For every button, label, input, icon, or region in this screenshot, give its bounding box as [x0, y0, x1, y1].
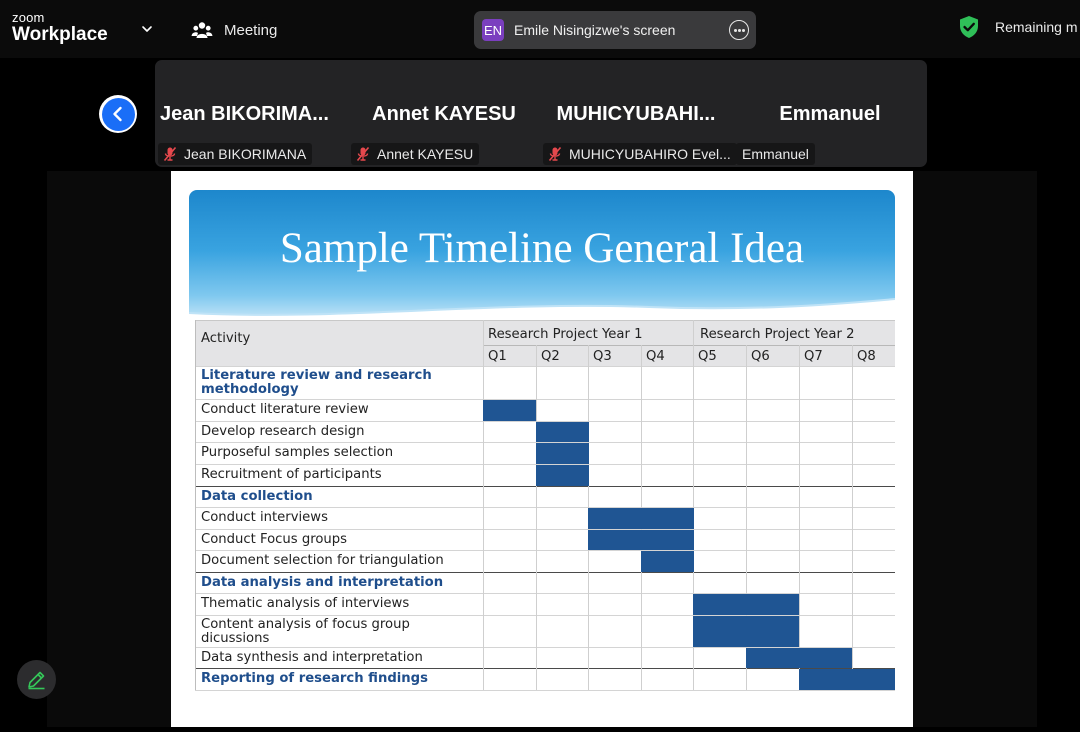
gantt-activity-label: Conduct literature review: [201, 402, 369, 417]
gantt-row-line: [195, 690, 895, 691]
screen-share-indicator[interactable]: [474, 11, 756, 49]
gantt-activity-label: Conduct interviews: [201, 510, 328, 525]
gantt-section-label: Literature review and research methodology: [201, 368, 432, 397]
gantt-row-line: [195, 486, 895, 487]
gantt-activity-header: Activity: [201, 331, 251, 346]
gantt-bar: [588, 508, 641, 529]
meeting-button[interactable]: [191, 18, 277, 42]
gantt-quarter-header: Q4: [646, 349, 665, 364]
participant-display-name: MUHICYUBAHI...: [556, 103, 716, 125]
gantt-bar: [746, 616, 799, 647]
mic-muted-icon: [547, 146, 563, 162]
gantt-col-line: [799, 345, 800, 690]
brand-zoom-text: zoom: [12, 10, 45, 25]
gantt-section-label: Data analysis and interpretation: [201, 574, 444, 590]
participant-tag-name: Annet KAYESU: [377, 146, 474, 162]
gantt-bar: [483, 400, 536, 421]
participant-tile[interactable]: [155, 60, 347, 167]
gantt-bar: [641, 551, 694, 572]
gantt-bar: [536, 422, 589, 442]
gantt-activity-label: Thematic analysis of interviews: [201, 596, 410, 611]
gantt-activity-label: Document selection for triangulation: [201, 553, 444, 568]
participant-tile[interactable]: [735, 60, 925, 167]
gantt-bar: [536, 443, 589, 464]
slide-header: [189, 190, 895, 325]
mic-muted-icon: [162, 146, 178, 162]
gantt-bar: [536, 465, 589, 486]
gantt-year-header: Research Project Year 2: [700, 327, 855, 342]
top-bar: [0, 0, 1080, 58]
gantt-activity-label: Content analysis of focus group dicussions: [201, 617, 410, 646]
participant-display-name: Jean BIKORIMA...: [160, 103, 329, 125]
chevron-down-icon[interactable]: [140, 22, 154, 36]
presenter-avatar: EN: [482, 19, 504, 41]
participants-icon: [191, 19, 213, 41]
gantt-bar: [641, 508, 694, 529]
remaining-indicator[interactable]: [958, 15, 1077, 39]
gantt-row-line: [195, 529, 895, 530]
shield-check-icon: [958, 15, 980, 39]
gantt-quarter-header: Q5: [698, 349, 717, 364]
gantt-row-line: [195, 572, 895, 573]
gantt-col-line: [483, 320, 484, 690]
gantt-bar: [693, 616, 746, 647]
zoom-logo: [12, 11, 108, 44]
gantt-activity-label: Recruitment of participants: [201, 467, 382, 482]
gantt-bar: [693, 594, 746, 615]
gantt-quarter-header: Q6: [751, 349, 770, 364]
participant-tile[interactable]: [541, 60, 731, 167]
annotate-button[interactable]: [17, 660, 56, 699]
participant-display-name: Annet KAYESU: [372, 103, 516, 125]
gantt-quarter-header: Q2: [541, 349, 560, 364]
gantt-row-line: [195, 366, 895, 367]
screen-share-label: Emile Nisingizwe's screen: [514, 22, 676, 38]
gantt-col-line: [536, 345, 537, 690]
participant-tag-name: MUHICYUBAHIRO Evel...: [569, 146, 731, 162]
participant-tag-name: Jean BIKORIMANA: [184, 146, 307, 162]
gantt-row-line: [195, 668, 895, 669]
gantt-quarter-header: Q3: [593, 349, 612, 364]
participant-name-tag: [351, 143, 479, 165]
gantt-bar: [799, 669, 852, 690]
gantt-activity-label: Conduct Focus groups: [201, 531, 348, 547]
participant-name-tag: [736, 143, 815, 165]
gantt-section-label: Reporting of research findings: [201, 671, 428, 686]
more-options-icon[interactable]: [729, 20, 749, 40]
gantt-section-label: Data collection: [201, 488, 313, 504]
mic-muted-icon: [355, 146, 371, 162]
gantt-bar: [799, 648, 852, 668]
gantt-row-line: [195, 550, 895, 551]
participant-tag-name: Emmanuel: [742, 146, 809, 162]
gantt-bar: [588, 530, 641, 550]
previous-participants-button[interactable]: [99, 95, 137, 133]
gantt-bar: [641, 530, 694, 550]
gantt-row-line: [195, 507, 895, 508]
participant-tile[interactable]: [349, 60, 539, 167]
gantt-quarter-header: Q1: [488, 349, 507, 364]
gantt-row-line: [195, 399, 895, 400]
remaining-label: Remaining m: [995, 19, 1078, 35]
participant-name-tag: [158, 143, 312, 165]
gantt-bar: [746, 594, 799, 615]
participant-display-name: Emmanuel: [779, 103, 881, 125]
gantt-bar: [852, 669, 895, 690]
gantt-header-divider: [483, 345, 895, 346]
gantt-year-header: Research Project Year 1: [488, 327, 643, 342]
gantt-col-line: [852, 345, 853, 690]
brand-workplace-text: Workplace: [12, 24, 108, 45]
chevron-left-icon: [110, 105, 126, 123]
gantt-activity-label: Data synthesis and interpretation: [201, 649, 423, 665]
pencil-icon: [26, 669, 47, 690]
slide-title: Sample Timeline General Idea: [279, 225, 805, 272]
gantt-quarter-header: Q8: [857, 349, 876, 364]
gantt-col-line: [195, 320, 196, 690]
participant-name-tag: [543, 143, 737, 165]
gantt-activity-label: Purposeful samples selection: [201, 445, 394, 460]
gantt-chart: [195, 320, 895, 692]
gantt-quarter-header: Q7: [804, 349, 823, 364]
gantt-bar: [746, 648, 799, 668]
meeting-label: Meeting: [224, 21, 278, 39]
gantt-activity-label: Develop research design: [201, 423, 365, 439]
